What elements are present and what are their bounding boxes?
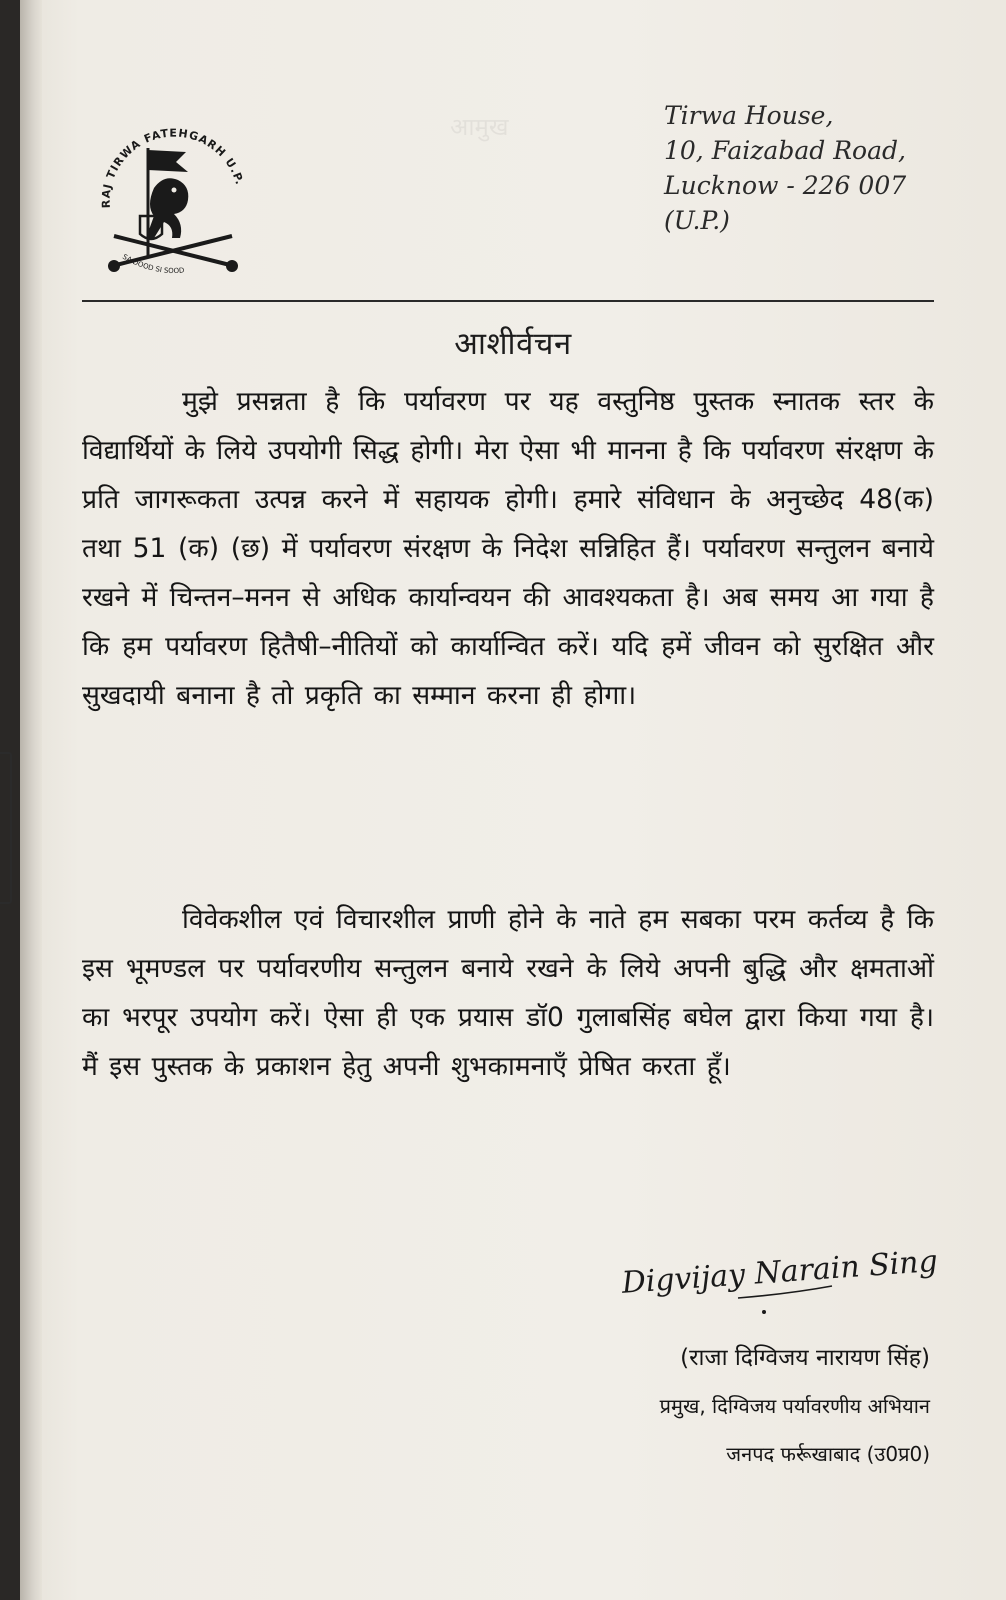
letterhead-address bbox=[664, 98, 984, 238]
signer-title: प्रमुख, दिग्विजय पर्यावरणीय अभियान bbox=[659, 1394, 930, 1418]
address-line-2: 10, Faizabad Road, bbox=[664, 136, 906, 165]
address-line-3: Lucknow - 226 007 bbox=[664, 171, 907, 200]
page-edge-marker bbox=[0, 752, 12, 904]
emblem-arc-text: RAJ TIRWA FATEHGARH U.P. bbox=[99, 126, 247, 209]
header-divider bbox=[82, 300, 934, 302]
paragraph-1: मुझे प्रसन्नता है कि पर्यावरण पर यह वस्तुनिष्ठ पुस्तक स्नातक स्तर के विद्यार्थियों के लिये उपयोगी सिद्ध होगी। मेरा ऐसा भी मानना है कि पर्यावरण संरक्षण के प्रति जागरूकता उत्पन्न करने में सहायक होगी। हमारे संविधान के अनुच्छेद 48(क) तथा 51 (क) (छ) में पर्यावरण संरक्षण के निदेश सन्निहित हैं। पर्यावरण सन्तुलन बनाये रखने में चिन्तन–मनन से अधिक कार्यान्वयन की आवश्यकता है। अब समय आ गया है कि हम पर्यावरण हितैषी–नीतियों को कार्यान्वित करें। यदि हमें जीवन को सुरक्षित और सुखदायी बनाना है तो प्रकृति का सम्मान करना ही होगा। bbox=[82, 386, 935, 711]
signature-text: Digvijay Narain Singh bbox=[620, 1242, 938, 1301]
emblem-motto: SA DOOD SI SOOD bbox=[121, 252, 185, 276]
page-heading: आशीर्वचन bbox=[454, 326, 572, 362]
address-line-1: Tirwa House, bbox=[664, 101, 834, 130]
address-line-4: (U.P.) bbox=[664, 206, 730, 235]
paragraph-2: विवेकशील एवं विचारशील प्राणी होने के नाते हम सबका परम कर्तव्य है कि इस भूमण्डल पर पर्यावरणीय सन्तुलन बनाये रखने के लिये अपनी बुद्धि और क्षमताओं का भरपूर उपयोग करें। ऐसा ही एक प्रयास डॉ0 गुलाबसिंह बघेल द्वारा किया गया है। मैं इस पुस्तक के प्रकाशन हेतु अपनी शुभकामनाएँ प्रेषित करता हूँ। bbox=[82, 904, 934, 1082]
signer-place: जनपद फर्रूखाबाद (उ0प्र0) bbox=[726, 1442, 930, 1466]
book-page: आमुख RAJ TIRWA FATEHGARH U.P. SA DOOD SI SOOD Tirwa House, 10, Faizabad Road, Lucknow - 226 007 (U.P.) आशीर्वचन मुझे प्रसन्नता है कि पर्यावरण पर यह वस्तुनिष्ठ पुस्तक स्नातक स्तर के विद्यार्थियों के लिये उपयोगी सिद्ध होगी। मेरा ऐसा भी मानना है कि पर्यावरण संरक्षण के प्रति जागरूकता उत्पन्न करने में सहायक होगी। हमारे संविधान के अनुच्छेद 48(क) तथा 51 (क) (छ) में पर्यावरण संरक्षण के निदेश सन्निहित हैं। पर्यावरण सन्तुलन बनाये रखने में चिन्तन–मनन से अधिक कार्यान्वयन की आवश्यकता है। अब समय आ गया है कि हम पर्यावरण हितैषी–नीतियों को कार्यान्वित करें। यदि हमें जीवन को सुरक्षित और सुखदायी बनाना है तो प्रकृति का सम्मान करना ही होगा। विवेकशील एवं विचारशील प्राणी होने के नाते हम सबका परम कर्तव्य है कि इस भूमण्डल पर पर्यावरणीय सन्तुलन बनाये रखने के लिये अपनी बुद्धि और क्षमताओं का भरपूर उपयोग करें। ऐसा ही एक प्रयास डॉ0 गुलाबसिंह बघेल द्वारा किया गया है। मैं इस पुस्तक के प्रकाशन हेतु अपनी शुभकामनाएँ प्रेषित करता हूँ। Digvijay Narain Singh (राजा दिग्विजय नारायण सिंह) प्रमुख, दिग्विजय पर्यावरणीय अभियान जनपद फर्रूखाबाद (उ0प्र0) bbox=[20, 0, 1006, 1600]
handwritten-signature bbox=[618, 1236, 938, 1326]
emblem-logo bbox=[82, 108, 264, 290]
book-spine-shadow bbox=[20, 0, 42, 1600]
signer-name: (राजा दिग्विजय नारायण सिंह) bbox=[680, 1345, 930, 1371]
